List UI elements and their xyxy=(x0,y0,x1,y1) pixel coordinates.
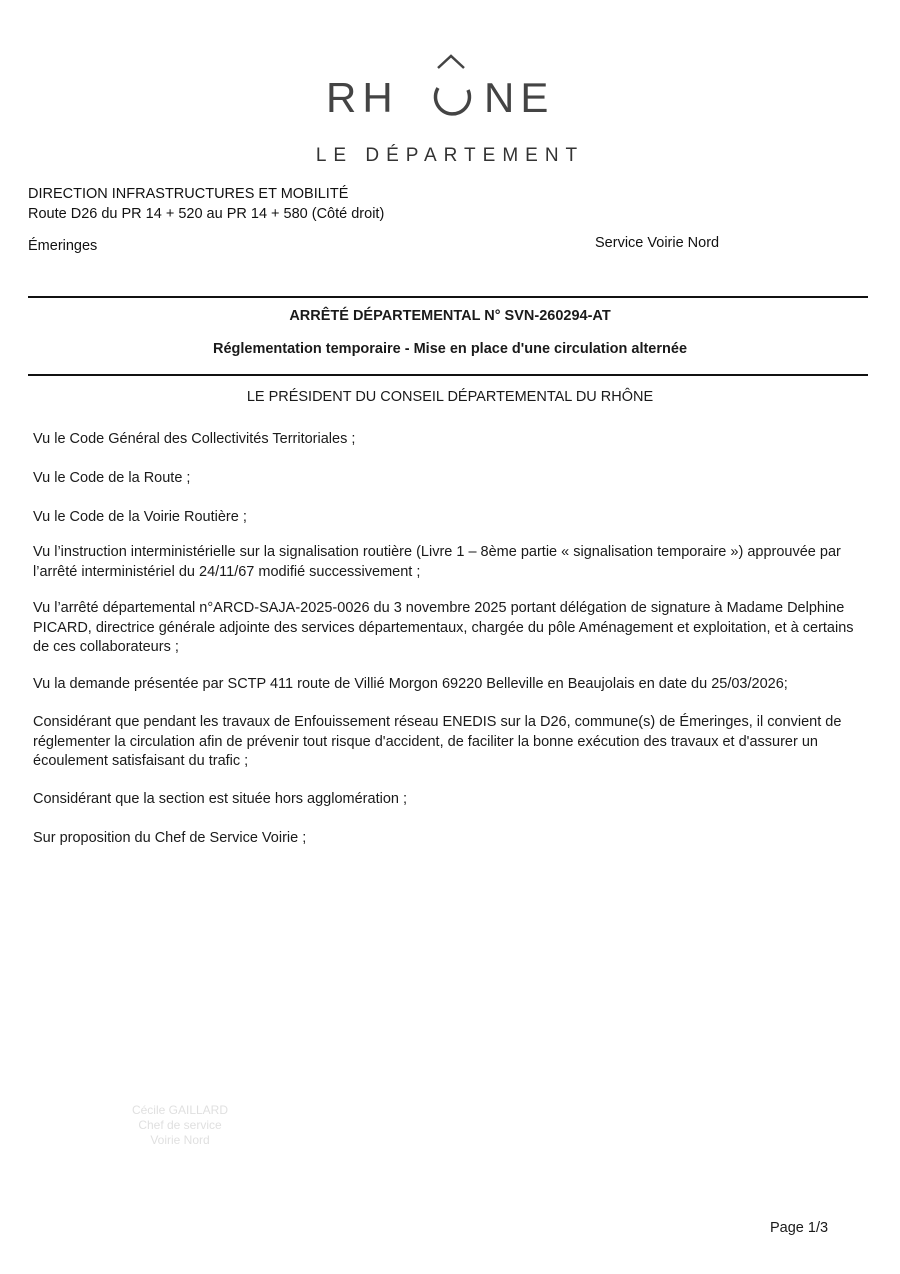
stamp-line: Chef de service xyxy=(138,1118,222,1132)
arrete-subject: Réglementation temporaire - Mise en place d'une circulation alternée xyxy=(212,341,688,357)
commune-label: Émeringes xyxy=(28,238,98,254)
paragraph: Vu le Code Général des Collectivités Territoriales ; xyxy=(33,431,356,447)
logo-subtitle: LE DÉPARTEMENT xyxy=(315,145,585,166)
logo-name xyxy=(320,28,321,29)
arrete-title: ARRÊTÉ DÉPARTEMENTAL N° SVN-260294-AT xyxy=(289,308,611,324)
rhone-logo xyxy=(320,28,580,128)
faded-stamp xyxy=(95,1103,265,1148)
svg-text:NE: NE xyxy=(484,74,555,120)
paragraph: Vu le Code de la Voirie Routière ; xyxy=(33,509,247,525)
bottom-rule xyxy=(28,374,868,376)
paragraph: Sur proposition du Chef de Service Voirie ; xyxy=(33,830,307,846)
paragraph: Considérant que pendant les travaux de Enfouissement réseau ENEDIS sur la D26, commune(s) de Émeringes, il convient de réglementer la circulation afin de prévenir tout risque d'accident, de faciliter la bonne exécution des travaux et d'assurer un écoulement satisfaisant du trafic ; xyxy=(33,714,842,769)
direction-label: DIRECTION INFRASTRUCTURES ET MOBILITÉ xyxy=(28,186,349,202)
page-number: Page 1/3 xyxy=(770,1220,829,1236)
paragraph: Considérant que la section est située hors agglomération ; xyxy=(33,791,407,807)
president-heading: LE PRÉSIDENT DU CONSEIL DÉPARTEMENTAL DU RHÔNE xyxy=(246,389,654,405)
top-rule xyxy=(28,296,868,298)
route-label: Route D26 du PR 14 + 520 au PR 14 + 580 (Côté droit) xyxy=(28,206,385,222)
paragraph: Vu l’arrêté départemental n°ARCD-SAJA-2025-0026 du 3 novembre 2025 portant délégation de signature à Madame Delphine PICARD, directrice générale adjointe des services départementaux, chargée du pôle Aménagement et exploitation, et à certains de ces collaborateurs ; xyxy=(33,600,854,655)
paragraph: Vu le Code de la Route ; xyxy=(33,470,191,486)
stamp-line: Voirie Nord xyxy=(150,1133,210,1147)
svg-text:RH: RH xyxy=(326,74,399,120)
paragraph: Vu la demande présentée par SCTP 411 route de Villié Morgon 69220 Belleville en Beaujolais en date du 25/03/2026; xyxy=(33,676,788,692)
rhone-logo-mark xyxy=(320,50,580,120)
stamp-line: Cécile GAILLARD xyxy=(131,1103,229,1117)
paragraph: Vu l’instruction interministérielle sur la signalisation routière (Livre 1 – 8ème partie « signalisation temporaire ») approuvée par l’arrêté interministériel du 24/11/67 modifié successivement ; xyxy=(33,544,841,580)
service-label: Service Voirie Nord xyxy=(595,235,720,251)
